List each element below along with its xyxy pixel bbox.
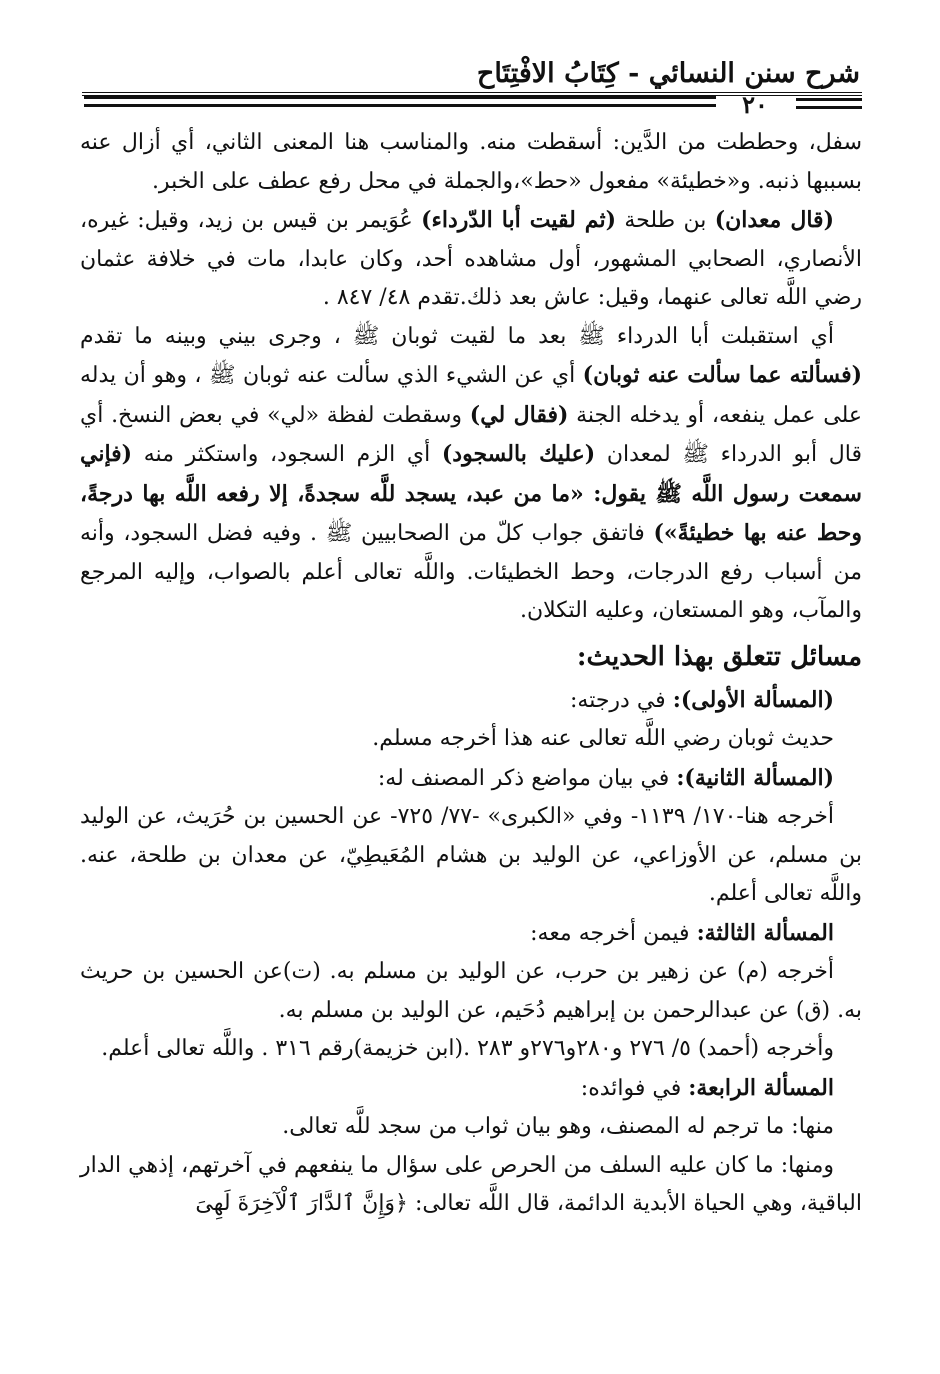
question-subtitle: فيمن أخرجه معه: — [530, 920, 697, 946]
header-rule-right — [796, 98, 862, 101]
question-heading — [80, 759, 862, 799]
running-header-title: شرح سنن النسائي - كِتَابُ الافْتِتَاح — [476, 58, 860, 89]
quoted-text: (ثم لقيت أبا الدّرداء) — [421, 207, 616, 233]
page-number: ٢٠ — [742, 90, 768, 119]
quoted-text: (فقال لي) — [469, 401, 569, 428]
commentary-paragraphs — [80, 124, 862, 631]
question-paragraph: وأخرجه (أحمد) ٥/ ٢٧٦ و٢٨٠و٢٧٦و ٢٨٣ .(ابن خزيمة)رقم ٣١٦ . واللَّه تعالى أعلم. — [101, 1036, 834, 1061]
question-heading — [80, 914, 862, 954]
paragraph-text: أي استقبلت أبا الدرداء ﷺ بعد ما لقيت ثوبان ﷺ ، وجرى بيني وبينه ما تقدم — [80, 323, 834, 349]
paragraph-text: سفل، وحططت من الدَّين: أسقطت منه. والمناسب هنا المعنى الثاني، أي أزال عنه بسببها ذنبه. و«خطيئة» مفعول «حط»،والجملة في محل رفع عطف على الخبر. — [80, 130, 862, 194]
question-paragraph: أخرجه (م) عن زهير بن حرب، عن الوليد بن مسلم به. (ت)عن الحسين بن حريث به. (ق) عن عبدالرحمن بن إبراهيم دُحَيم، عن الوليد بن مسلم به. — [80, 959, 862, 1023]
question-heading — [80, 681, 862, 721]
question-paragraph: أخرجه هنا-١٧٠/ ١١٣٩- وفي «الكبرى» -٧٧/ ٧٢٥- عن الحسين بن حُرَيث، عن الوليد بن مسلم، عن الأوزاعي، عن الوليد بن هشام المُعَيطِيّ، عن معدان بن طلحة، عنه. واللَّه تعالى أعلم. — [80, 804, 862, 906]
paragraph — [80, 201, 862, 318]
question-title: المسألة الثالثة: — [696, 919, 834, 946]
question-subtitle: في فوائده: — [580, 1075, 689, 1101]
section-heading: مسائل تتعلق بهذا الحديث: — [576, 641, 862, 672]
question-paragraph: حديث ثوبان رضي اللَّه تعالى عنه هذا أخرجه مسلم. — [372, 726, 834, 751]
question-title: (المسألة الثانية): — [676, 764, 834, 791]
question-subtitle: في بيان مواضع ذكر المصنف له: — [377, 765, 677, 791]
paragraph-text: عُوَيمر بن قيس بن زيد، وقيل: غيره، الأنصاري، الصحابي المشهور، أول مشاهده أحد، وكان عابدا، مات في خلافة عثمان رضي اللَّه تعالى عنهما، وقيل: عاش بعد ذلك.تقدم ٤٨/ ٨٤٧ . — [80, 208, 862, 310]
question-paragraph: منها: ما ترجم له المصنف، وهو بيان ثواب من سجد للَّه تعالى. — [282, 1114, 834, 1139]
header-rule-left — [84, 96, 716, 99]
paragraph — [80, 124, 862, 201]
paragraph-text: بن طلحة — [615, 208, 715, 233]
body-text — [80, 124, 862, 1224]
questions-list — [80, 681, 862, 1224]
header-rule-left-lower — [84, 104, 716, 107]
quoted-text: (عليك بالسجود) — [441, 441, 596, 467]
quoted-text: (قال معدان) — [714, 207, 834, 233]
quoted-text: (فسألته عما سألت عنه ثوبان) — [582, 362, 862, 388]
question-subtitle: في درجته: — [569, 687, 673, 713]
paragraph-text: فاتفق جواب كلّ من الصحابيين ﷺ . وفيه فضل السجود، وأنه من أسباب رفع الدرجات، وحط الخطيئات. واللَّه تعالى أعلم بالصواب، وإليه المرجع والمآب، وهو المستعان، وعليه التكلان. — [80, 521, 862, 623]
quoted-text: (فإني سمعت رسول اللَّه ﷺ يقول: «ما من عبد، يسجد للَّه سجدةً، إلا رفعه اللَّه بها درجةً، وحط عنه بها خطيئةً») — [80, 441, 862, 546]
paragraph — [80, 318, 862, 631]
paragraph-text: أي عن الشيء الذي سألت عنه ثوبان ﷺ ، وهو أن يدله على عمل ينفعه، أو يدخله الجنة — [80, 363, 862, 428]
question-title: (المسألة الأولى): — [672, 686, 834, 713]
question-heading — [80, 1069, 862, 1109]
paragraph-text: وسقطت لفظة «لي» في بعض النسخ. أي قال أبو الدرداء ﷺ لمعدان — [80, 402, 862, 467]
question-paragraph: ومنها: ما كان عليه السلف من الحرص على سؤال ما ينفعهم في آخرتهم، إذهي الدار الباقية، وهي الحياة الأبدية الدائمة، قال اللَّه تعالى: ﴿وَإِنَّ ٱلدَّارَ ٱلْآخِرَةَ لَهِىَ — [80, 1152, 862, 1216]
header-rule-right-lower — [796, 106, 862, 109]
paragraph-text: أي الزم السجود، واستكثر منه — [132, 442, 442, 467]
question-title: المسألة الرابعة: — [688, 1074, 834, 1101]
